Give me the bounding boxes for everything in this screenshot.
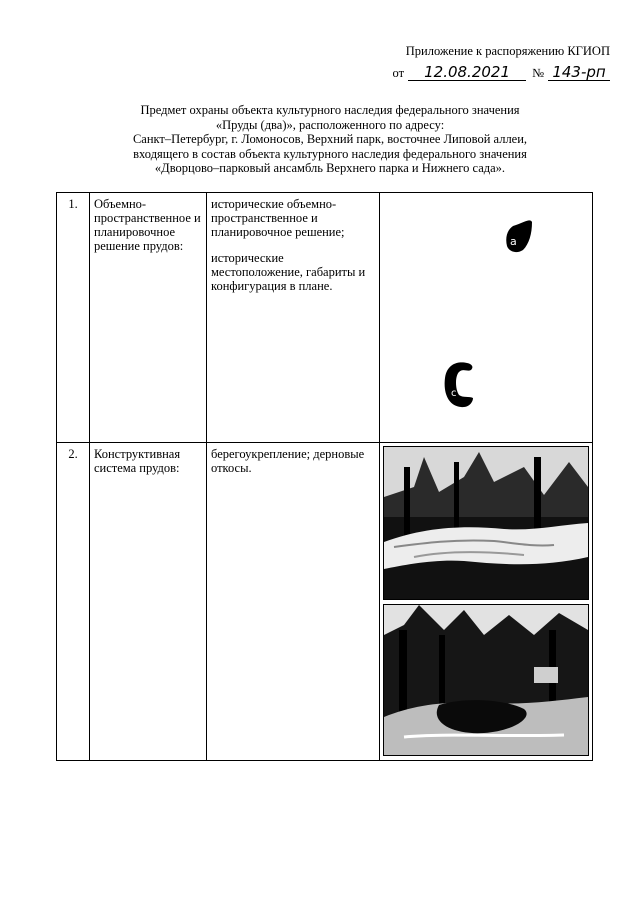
description-paragraph: берегоукрепление; дерновые откосы. <box>211 447 365 475</box>
photo-cell <box>380 443 593 761</box>
title-line: «Пруды (два)», расположенного по адресу: <box>215 117 445 132</box>
row-description <box>207 193 380 443</box>
title-line: входящего в состав объекта культурного наследия федерального значения <box>133 146 527 161</box>
map-cell <box>380 193 593 443</box>
title-line: Санкт–Петербург, г. Ломоносов, Верхний парк, восточнее Липовой аллеи, <box>132 132 528 147</box>
pond-map-scheme <box>383 196 588 434</box>
title-line: Предмет охраны объекта культурного наследия федерального значения <box>140 103 520 117</box>
number-prefix: № <box>532 66 544 80</box>
description-paragraph: исторические местоположение, габариты и конфигурация в плане. <box>211 251 366 293</box>
pond-a-label: а <box>510 235 517 248</box>
title-line: «Дворцово–парковый ансамбль Верхнего парка и Нижнего сада». <box>154 161 506 176</box>
annex-title: Приложение к распоряжению КГИОП <box>405 44 610 58</box>
order-number: 143-рп <box>548 64 610 81</box>
pond-c-shape <box>445 362 473 407</box>
order-reference <box>393 64 611 81</box>
protection-subject-table <box>56 192 593 761</box>
row-number: 2. <box>57 443 90 761</box>
date-prefix: от <box>392 66 405 80</box>
table-row <box>57 443 593 761</box>
table-row <box>57 193 593 443</box>
row-description <box>207 443 380 761</box>
document-title <box>60 103 600 176</box>
row-name: Конструктивная система прудов: <box>90 443 207 761</box>
row-name: Объемно-пространственное и планировочное решение прудов: <box>90 193 207 443</box>
pond-c-label: с <box>451 388 457 399</box>
pond-photo-1 <box>383 446 589 600</box>
row-number: 1. <box>57 193 90 443</box>
order-date: 12.08.2021 <box>408 64 526 81</box>
pond-photo-2 <box>383 604 589 756</box>
description-paragraph: исторические объемно-пространственное и планировочное решение; <box>211 197 345 239</box>
